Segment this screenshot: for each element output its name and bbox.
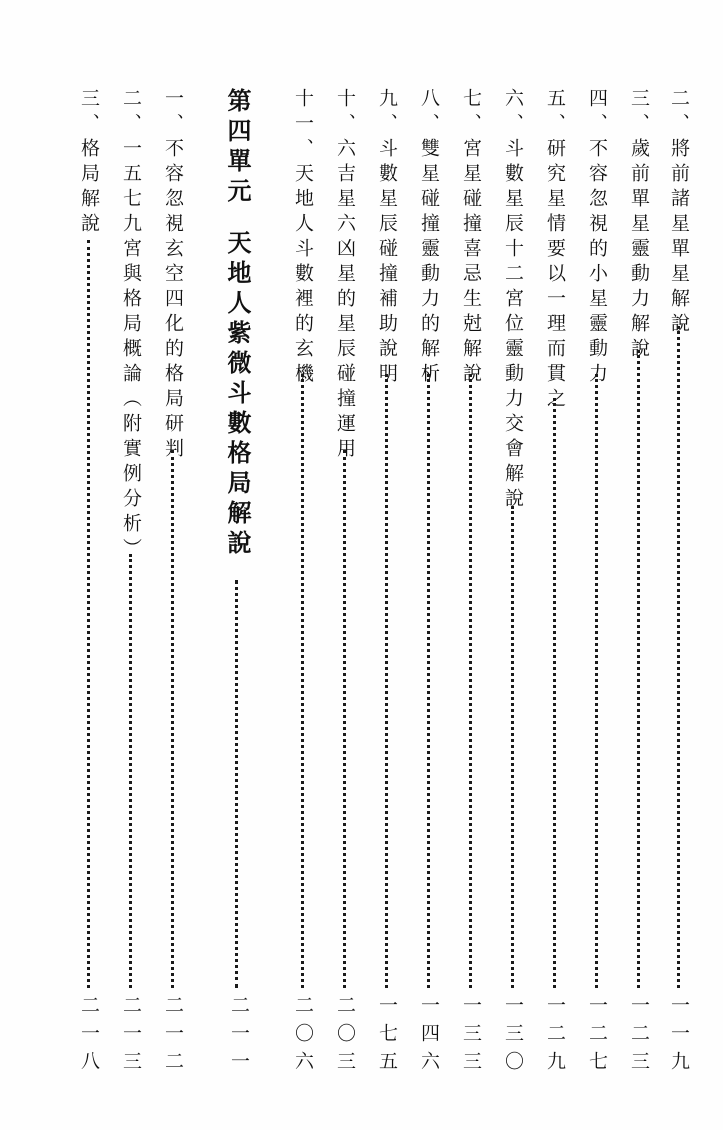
toc-entry (288, 88, 318, 1078)
dot-leader (301, 374, 304, 988)
dot-leader (637, 350, 640, 988)
toc-entry-title: 六、斗數星辰十二宮位靈動力交會解說 (502, 88, 524, 513)
toc-entry-page: 一三〇 (502, 995, 524, 1079)
toc-entry (116, 88, 146, 1078)
dot-leader (427, 374, 430, 988)
dot-leader (235, 580, 238, 988)
dot-leader (469, 374, 472, 988)
toc-entry-title: 四、不容忽視的小星靈動力 (586, 88, 608, 388)
dot-leader (129, 554, 132, 988)
toc-entry-page: 一二九 (544, 995, 566, 1079)
toc-entry-title: 五、研究星情要以一理而貫之 (544, 88, 566, 413)
toc-entry (74, 88, 104, 1078)
toc-entry (456, 88, 486, 1078)
unit-heading-page: 二一一 (228, 995, 250, 1079)
dot-leader (553, 398, 556, 988)
toc-entry-title: 十、六吉星六凶星的星辰碰撞運用 (334, 88, 356, 463)
toc-entry-title: 二、將前諸星單星解說 (668, 88, 690, 338)
toc-entry (624, 88, 654, 1078)
toc-entry-page: 二〇三 (334, 995, 356, 1079)
dot-leader (511, 506, 514, 988)
unit-label: 第四單元 (223, 88, 251, 208)
toc-entry (664, 88, 694, 1078)
toc-entry-page: 二一三 (120, 995, 142, 1079)
toc-entry-page: 二一八 (78, 995, 100, 1079)
dot-leader (595, 374, 598, 988)
toc-entry-page: 一一九 (668, 995, 690, 1079)
dot-leader (87, 240, 90, 988)
toc-entry-page: 一二三 (628, 995, 650, 1079)
toc-entry-page: 一二七 (586, 995, 608, 1079)
toc-entry (372, 88, 402, 1078)
dot-leader (677, 326, 680, 988)
toc-entry (540, 88, 570, 1078)
toc-entry-page: 二一二 (162, 995, 184, 1079)
toc-entry-title: 九、斗數星辰碰撞補助說明 (376, 88, 398, 388)
dot-leader (343, 450, 346, 988)
toc-entry (414, 88, 444, 1078)
toc-entry-page: 一七五 (376, 995, 398, 1079)
toc-entry-page: 一四六 (418, 995, 440, 1079)
toc-entry-title: 一、不容忽視玄空四化的格局研判 (162, 88, 184, 463)
toc-entry (582, 88, 612, 1078)
unit-heading (220, 88, 254, 1078)
toc-entry-page: 二〇六 (292, 995, 314, 1079)
dot-leader (385, 374, 388, 988)
toc-entry (158, 88, 188, 1078)
toc-entry (498, 88, 528, 1078)
toc-entry (330, 88, 360, 1078)
toc-entry-title: 三、格局解說 (78, 88, 100, 238)
toc-entry-page: 一三三 (460, 995, 482, 1079)
toc-entry-title: 七、宮星碰撞喜忌生尅解說 (460, 88, 482, 388)
toc-entry-title: 二、一五七九宮與格局概論（附實例分析） (120, 88, 142, 563)
toc-entry-title: 三、歲前單星靈動力解說 (628, 88, 650, 363)
dot-leader (171, 450, 174, 988)
unit-heading-title (220, 88, 254, 560)
toc-entry-title: 八、雙星碰撞靈動力的解析 (418, 88, 440, 388)
unit-title: 天地人紫微斗數格局解說 (223, 230, 251, 560)
toc-entry-title: 十一、天地人斗數裡的玄機 (292, 88, 314, 388)
